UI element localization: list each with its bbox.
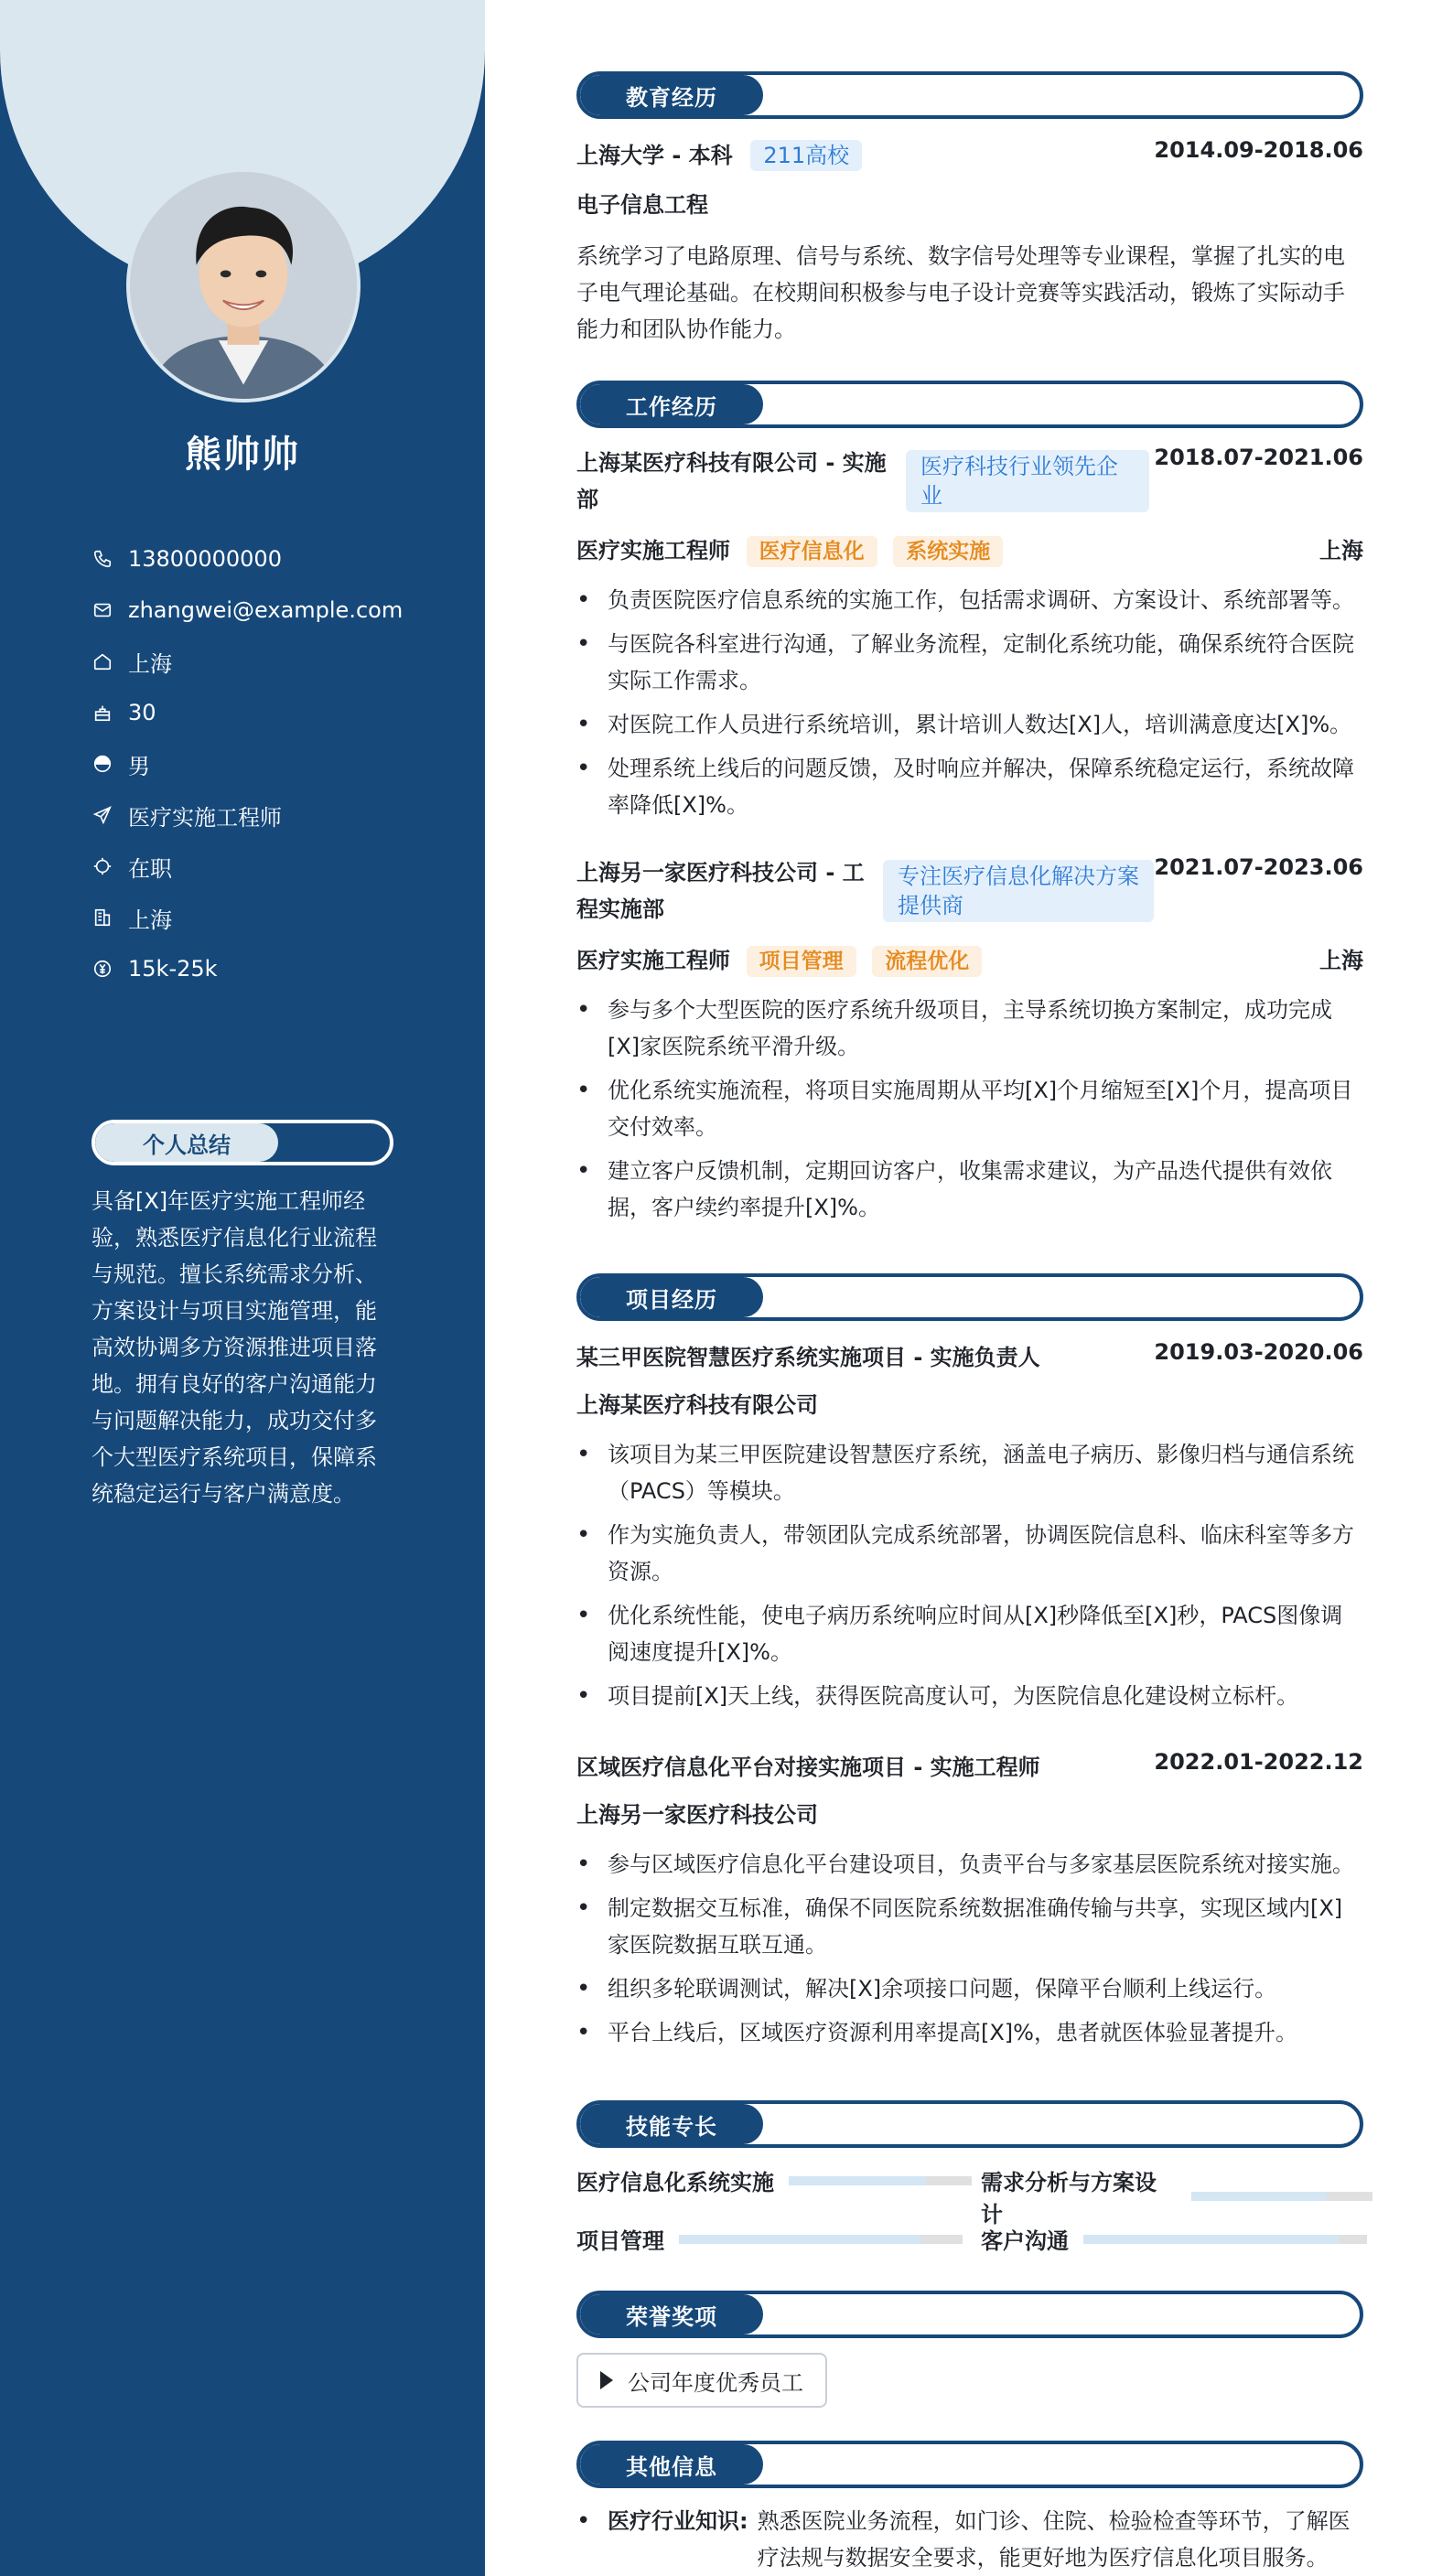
education-desc: 系统学习了电路原理、信号与系统、数字信号处理等专业课程，掌握了扎实的电子电气理论基础。在校期间积极参与电子设计竞赛等实践活动，锻炼了实际动手能力和团队协作能力。 xyxy=(576,243,1345,342)
skill-3-name: 项目管理 xyxy=(576,2228,664,2254)
list-item: • 优化系统性能，使电子病历系统响应时间从[X]秒降低至[X]秒，PACS图像调阅速度提升[X]%。 xyxy=(576,1597,1363,1670)
salary-text: 15k-25k xyxy=(128,956,218,982)
award-item xyxy=(576,2353,827,2408)
info-email xyxy=(91,585,403,636)
project-2-name: 区域医疗信息化平台对接实施项目 - 实施工程师 xyxy=(576,1755,1040,1780)
skill-4-bar xyxy=(1083,2235,1367,2244)
project-1-company: 上海某医疗科技有限公司 xyxy=(576,1392,818,1418)
other-text: 熟悉医院业务流程，如门诊、住院、检验检查等环节，了解医疗法规与数据安全要求，能更好地为医疗信息化项目服务。 xyxy=(757,2508,1351,2571)
awards-title: 荣誉奖项 xyxy=(580,2294,763,2334)
job-2-bullets xyxy=(576,992,1363,1233)
list-item: • 参与区域医疗信息化平台建设项目，负责平台与多家基层医院系统对接实施。 xyxy=(576,1846,1363,1883)
job-1-role-row xyxy=(576,532,1363,567)
project-2-company: 上海另一家医疗科技公司 xyxy=(576,1802,818,1828)
skill-1-level xyxy=(789,2176,926,2185)
list-item: • 项目提前[X]天上线，获得医院高度认可，为医院信息化建设树立标杆。 xyxy=(576,1678,1363,1714)
education-date: 2014.09-2018.06 xyxy=(1154,137,1363,163)
job-2-header xyxy=(576,854,1363,928)
skills-section-header xyxy=(576,2100,1363,2148)
job-1-tag-2: 系统实施 xyxy=(893,536,1003,567)
age-text: 30 xyxy=(128,700,156,725)
position-text: 医疗实施工程师 xyxy=(128,804,282,831)
info-salary xyxy=(91,943,403,994)
project-1-bullets xyxy=(576,1436,1363,1722)
mail-icon xyxy=(91,599,113,621)
project-2-bullets xyxy=(576,1846,1363,2058)
job-1-company-tag: 医疗科技行业领先企业 xyxy=(906,450,1149,512)
award-text: 公司年度优秀员工 xyxy=(628,2369,803,2396)
skill-2-level xyxy=(1191,2192,1328,2201)
list-item: • 平台上线后，区域医疗资源利用率提高[X]%，患者就医体验显著提升。 xyxy=(576,2014,1363,2051)
skill-4-level xyxy=(1083,2235,1339,2244)
avatar-photo xyxy=(130,172,357,399)
list-item: • 制定数据交互标准，确保不同医院系统数据准确传输与共享，实现区域内[X]家医院数据互联互通。 xyxy=(576,1890,1363,1963)
play-icon xyxy=(600,2371,613,2389)
list-item: • 组织多轮联调测试，解决[X]余项接口问题，保障平台顺利上线运行。 xyxy=(576,1970,1363,2007)
awards-section-header xyxy=(576,2291,1363,2338)
job-1-company: 上海某医疗科技有限公司 - 实施部 xyxy=(576,450,887,512)
status-icon xyxy=(91,855,113,877)
list-item: • 作为实施负责人，带领团队完成系统部署，协调医院信息科、临床科室等多方资源。 xyxy=(576,1517,1363,1590)
job-2-city: 上海 xyxy=(1319,948,1363,973)
home-icon xyxy=(91,650,113,672)
job-1-tag-1: 医疗信息化 xyxy=(747,536,877,567)
gender-icon xyxy=(91,753,113,775)
job-2-date: 2021.07-2023.06 xyxy=(1154,854,1363,880)
job-2-tag-2: 流程优化 xyxy=(872,946,982,977)
education-row xyxy=(576,137,1363,171)
info-gender xyxy=(91,738,403,789)
location-text: 上海 xyxy=(128,650,172,677)
project-2-header xyxy=(576,1749,1363,1781)
education-title: 教育经历 xyxy=(580,75,763,115)
skills-title: 技能专长 xyxy=(580,2104,763,2144)
salary-icon xyxy=(91,958,113,980)
education-section-header xyxy=(576,71,1363,119)
list-item: • 参与多个大型医院的医疗系统升级项目，主导系统切换方案制定，成功完成[X]家医院系统平滑升级。 xyxy=(576,992,1363,1065)
list-item: • 该项目为某三甲医院建设智慧医疗系统，涵盖电子病历、影像归档与通信系统（PACS）等模块。 xyxy=(576,1436,1363,1509)
bullet: • xyxy=(576,2507,591,2535)
info-location xyxy=(91,636,403,687)
project-1-header xyxy=(576,1339,1363,1371)
job-1-bullets xyxy=(576,582,1363,831)
school-tag: 211高校 xyxy=(750,140,862,171)
job-1-role: 医疗实施工程师 xyxy=(576,538,730,564)
list-item: • 处理系统上线后的问题反馈，及时响应并解决，保障系统稳定运行，系统故障率降低[X]%。 xyxy=(576,750,1363,823)
info-status xyxy=(91,841,403,892)
list-item: • 建立客户反馈机制，定期回访客户，收集需求建议，为产品迭代提供有效依据，客户续约率提升[X]%。 xyxy=(576,1153,1363,1226)
school-name: 上海大学 - 本科 xyxy=(576,143,733,168)
skill-1-bar xyxy=(789,2176,972,2185)
send-icon xyxy=(91,804,113,826)
job-2-role-row xyxy=(576,942,1363,977)
work-section-header xyxy=(576,381,1363,428)
project-2-date: 2022.01-2022.12 xyxy=(1154,1749,1363,1775)
phone-text: 13800000000 xyxy=(128,546,282,572)
contact-info-list xyxy=(91,533,403,994)
other-label: 医疗行业知识: xyxy=(608,2508,748,2534)
summary-section-header xyxy=(91,1120,393,1165)
skill-2-name: 需求分析与方案设计 xyxy=(981,2170,1157,2227)
project-1-date: 2019.03-2020.06 xyxy=(1154,1339,1363,1365)
info-position xyxy=(91,789,403,841)
projects-title: 项目经历 xyxy=(580,1277,763,1317)
summary-text: 具备[X]年医疗实施工程师经验，熟悉医疗信息化行业流程与规范。擅长系统需求分析、方案设计与项目实施管理，能高效协调多方资源推进项目落地。拥有良好的客户沟通能力与问题解决能力，成功交付多个大型医疗系统项目，保障系统稳定运行与客户满意度。 xyxy=(91,1188,377,1507)
skill-3-bar xyxy=(679,2235,963,2244)
email-text: zhangwei@example.com xyxy=(128,597,404,623)
skill-4-name: 客户沟通 xyxy=(981,2228,1069,2254)
other-info-item xyxy=(576,2503,1363,2576)
list-item: • 与医院各科室进行沟通，了解业务流程，定制化系统功能，确保系统符合医院实际工作需求。 xyxy=(576,626,1363,699)
info-work-city xyxy=(91,892,403,943)
phone-icon xyxy=(91,548,113,570)
status-text: 在职 xyxy=(128,855,172,882)
job-1-header xyxy=(576,445,1363,518)
skill-3-level xyxy=(679,2235,920,2244)
list-item: • 负责医院医疗信息系统的实施工作，包括需求调研、方案设计、系统部署等。 xyxy=(576,582,1363,618)
work-city-text: 上海 xyxy=(128,907,172,933)
avatar xyxy=(126,168,361,402)
skill-1-name: 医疗信息化系统实施 xyxy=(576,2170,774,2195)
other-section-header xyxy=(576,2441,1363,2488)
job-2-role: 医疗实施工程师 xyxy=(576,948,730,973)
building-icon xyxy=(91,907,113,928)
work-title: 工作经历 xyxy=(580,384,763,424)
summary-title: 个人总结 xyxy=(95,1123,278,1162)
info-age xyxy=(91,687,403,738)
education-major: 电子信息工程 xyxy=(576,192,708,218)
info-phone xyxy=(91,533,403,585)
list-item: • 优化系统实施流程，将项目实施周期从平均[X]个月缩短至[X]个月，提高项目交付效率。 xyxy=(576,1072,1363,1145)
gender-text: 男 xyxy=(128,753,150,779)
project-1-name: 某三甲医院智慧医疗系统实施项目 - 实施负责人 xyxy=(576,1345,1040,1370)
skill-3 xyxy=(576,2223,963,2255)
skill-2 xyxy=(981,2164,1372,2228)
job-2-company: 上海另一家医疗科技公司 - 工程实施部 xyxy=(576,860,865,922)
projects-section-header xyxy=(576,1273,1363,1321)
other-title: 其他信息 xyxy=(580,2444,763,2485)
cake-icon xyxy=(91,702,113,724)
job-2-company-tag: 专注医疗信息化解决方案提供商 xyxy=(883,860,1154,922)
list-item: • 对医院工作人员进行系统培训，累计培训人数达[X]人，培训满意度达[X]%。 xyxy=(576,706,1363,743)
skill-4 xyxy=(981,2223,1367,2255)
job-1-date: 2018.07-2021.06 xyxy=(1154,445,1363,470)
job-2-tag-1: 项目管理 xyxy=(747,946,856,977)
skill-1 xyxy=(576,2164,972,2196)
candidate-name: 熊帅帅 xyxy=(185,434,300,476)
skill-2-bar xyxy=(1191,2192,1372,2201)
job-1-city: 上海 xyxy=(1319,538,1363,564)
sidebar xyxy=(0,0,485,2576)
